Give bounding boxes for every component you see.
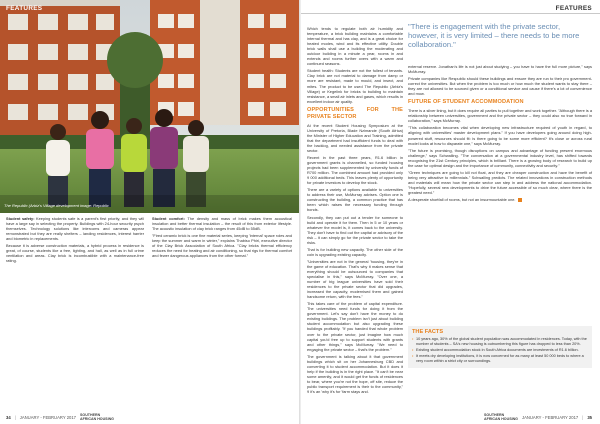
subheading: FUTURE OF STUDENT ACCOMMODATION bbox=[408, 99, 524, 106]
paragraph: There is a silver lining, but it does require all parties to pull together and work together. "Although there is a relationship between universities, government and the private sector – they could also no true forward in collaboration," says McMurray. bbox=[408, 108, 592, 124]
end-mark-icon bbox=[518, 198, 522, 202]
right-column bbox=[408, 64, 592, 204]
student-group-photo bbox=[0, 0, 299, 213]
brand-logo-left bbox=[80, 414, 114, 422]
header-rule bbox=[301, 13, 600, 14]
fact-item: • 10 years ago, 30% of the global student population was accommodated in residences. Today, with the number of students – SA's new housing is outnumbering this figure has dropped to less than 20%. bbox=[412, 337, 588, 347]
section-label-left: FEATURES bbox=[6, 5, 43, 12]
brand-line: AFRICAN bbox=[484, 416, 501, 421]
paragraph bbox=[152, 216, 292, 231]
footer-divider: | bbox=[582, 415, 584, 421]
left-page bbox=[0, 0, 299, 424]
facts-title: THE FACTS bbox=[412, 329, 444, 335]
brand-logo-right bbox=[484, 414, 518, 422]
paragraph-text: Keeping students safe is a parent's first priority, and they will have a large say in selecting the property. Buildings with 24-hour security psych themselves. Technology solutions like intercoms and cameras appear remonstrated but they are really shelters – landing residences, interest harrier and biometric in replacements. bbox=[6, 216, 145, 242]
paragraph: Recent in the past three years, R1.6 billion in government grants is channelled, so funded housing projects had been supplemented by university funds of R700 million. The combined amount had provided only 9 000 additional beds. This leaves plenty of opportunity for private investors to develop the stock. bbox=[307, 154, 403, 186]
paragraph: At the recent Student Housing Symposium at the University of Pretoria, Blade Nzimande (South Africa) the Minister of Higher Education and Training, admitted that the department had insufficient funds to deal with the backlog, and needed assistance from the private sector. bbox=[307, 122, 403, 153]
paragraph-text: "Fired ceramic brick is one fine material series, keeping 'internal' space roles and keep the summer and warm in winter," explains Thabiso Phiri, executive director of the Clay Brick Association of South Africa. "Clay bricks thermal efficiency reduces the need for heating and air conditioning, so that rigs for thermal comfort and fewer dangerous appliances from the other format." bbox=[152, 233, 292, 259]
fact-item: • Existing student accommodation stock in South Africa documents are investments of R1.6 billion. bbox=[412, 348, 588, 353]
paragraph: Secondly, they can put out a tender for someone to build and operate it for them. Then in 5 or 10 years or whatever the model is, it comes back to the university. They don't have to find out the capital or advisory of the risk – it can simply go for the private sector to take the risks. bbox=[307, 214, 403, 245]
fact-item: • It meets dry developing institutions, it is now concerned for as many at least 50 000 beds to where a very room within a strict city or surroundings. bbox=[412, 354, 588, 364]
footer-divider: | bbox=[14, 415, 16, 421]
paragraph-lead: Student comfort: bbox=[152, 216, 185, 221]
brand-line: AFRICAN bbox=[80, 416, 97, 421]
right-footer bbox=[484, 414, 592, 422]
paragraph: external reserve. Jonathan's life is not just about studying – you have to have the full more picture," says McMurray. bbox=[408, 64, 592, 75]
paragraph: That is for building new capacity. The other side of the coin is upgrading existing capacity. bbox=[307, 246, 403, 257]
left-footer bbox=[6, 414, 114, 422]
brand-line: SOUTHERN bbox=[484, 413, 505, 417]
paragraph: Private companies like Respublic should these buildings and ensure they are run to their pro government-correct the universities. But when the problem is too much or how much the student wants to stay there – they are not allowed to be sourced given or a conditional service and cause if there's a lot of convenience and mow. bbox=[408, 76, 592, 97]
facts-box bbox=[408, 326, 592, 368]
paragraph: This takes care of the problem of capital expenditure. The universities need funds for doing it from the government. Let's say don't have the money to do existing buildings. The problem isn't just about building student accommodation but also upgrading these buildings profitably. "If you handed that whole problem over to the private sector, just imagine how much capital you'd free up to support students with grants and other things," says McMurray. "We need to engaging the private sector – that's the problem." bbox=[307, 301, 403, 352]
issue-date-left: JANUARY - FEBRUARY 2017 bbox=[19, 415, 77, 421]
photo-caption: The Republic (Arbiz's Village development image: Republic bbox=[4, 203, 109, 208]
left-column-2 bbox=[152, 216, 292, 260]
page-number-left: 34 bbox=[6, 415, 11, 421]
pull-quote: "There is engagement with the private sector, however, it is very limited – there needs to be more collaboration." bbox=[408, 22, 580, 49]
subheading: OPPORTUNITIES FOR THE PRIVATE SECTOR bbox=[307, 106, 403, 120]
paragraph: "The future is promising, though disruptions on campus and advantage of funding present enormous challenge," says Schwalling. "The conversation at a governmental industry level, has shifted towards recognising the 21st Century principles, which is brilliant. There is a growing body of research to build up the case for optimal design and the importance of community, connectivity and security." bbox=[408, 147, 592, 168]
paragraph: "Universities are not in the general 'housing, they're in the game of education. That's why it makes sense that everything should be outsourced to companies that specialise in this," says McMurray. "Over one, a number of big league universities have sold their residences to the private sector that did upgrades, increased the capacity, modernised them and gained handsome return, with the fees." bbox=[307, 258, 403, 300]
facts-list bbox=[412, 337, 588, 364]
brand-line: HOUSING bbox=[501, 416, 518, 421]
paragraph bbox=[6, 243, 144, 263]
paragraph: The government is talking about it that government buildings which sit on her Johannesburg CBD and converting it to student accommodation. But it does it help if the building is in the right place. "It can't be near some amenity, and it would get the funds of residences to bear, where you're not the hope, off site, reduce the public transport requirement is their to the community," 9 it's an 'why it's for 'farm stays and. bbox=[307, 353, 403, 395]
issue-date-right: JANUARY - FEBRUARY 2017 bbox=[521, 415, 579, 421]
middle-column bbox=[307, 26, 403, 396]
paragraph bbox=[6, 216, 144, 241]
brand-line: SOUTHERN bbox=[80, 413, 101, 417]
paragraph-text: Because it is adverse construction materials, a hybrid process in residence is great, of course, students like a free, lighting, and hall, as well as in full crime ventilation and areas. Clay brick is incombustible with a maintenance-free rating. bbox=[6, 243, 144, 264]
paragraph: Student health: Students are not the fullest of tenants. Clay brick are not material to damage from damp or more are resistant, made to mould, and insect, and mites. The product to be used The Republic (Arbiz's Village) or Kegelink for bricks to building to maintain resistance, a small air inlets and gases, which results in excellent indoor air quality. bbox=[307, 68, 403, 104]
paragraph bbox=[152, 233, 292, 258]
page-number-right: 35 bbox=[587, 415, 592, 421]
paragraph: There are a variety of options available to universities to address their use, McMurray advises. Option one is constructing the building, a common practice that has been which raises the necessary funding through bonds. bbox=[307, 187, 403, 213]
paragraph bbox=[408, 197, 592, 202]
closing-line: A desperate shortfall of rooms, but not an insurmountable one. bbox=[408, 197, 516, 203]
paragraph-lead: Student safety: bbox=[6, 216, 35, 221]
paragraph-text: The density and mass of brick makes them acoustical insulation and better thermal insulation – the result of this from exterior lifestyle. The acoustic insulation of clay brick ranges from 45dB to 55dB. bbox=[152, 216, 292, 232]
photo-illustration bbox=[0, 0, 299, 213]
brand-line: HOUSING bbox=[97, 416, 114, 421]
left-column-1 bbox=[6, 216, 144, 265]
paragraph: "This collaboration becomes vital when developing new infrastructure required of youth in regard, to aligning with universities' master development plans." If you have developers going around doing high-powered stuff, resources should fit: is there going to be some more efficient? It's close or across rural model looks at how to disparate one," says McMurray. bbox=[408, 125, 592, 146]
paragraph: Which tends to regulate both air humidity and temperature, a brick building maintains a comfortable internal thermal and has clay, and is a great choice for heated modes, wind and its effective utility. Double brick walls shall use a building the moderating and outdoor building in a minute a year, rooms in and extends and rooms further overs with a warm and continued seasons. bbox=[307, 26, 403, 67]
section-label-right: FEATURES bbox=[555, 5, 592, 12]
paragraph: "Green techniques are going to kill not float, and they are cheaper construction and have the benefit of being very attractive to millennials." Schwalling predicts. The related innovations in construction methods and materials will mean how the private sector can step in and address the national accommodation. "Hopefully, several new developments to drive the future accessible of so much clear, where there is the greatest need." bbox=[408, 169, 592, 195]
